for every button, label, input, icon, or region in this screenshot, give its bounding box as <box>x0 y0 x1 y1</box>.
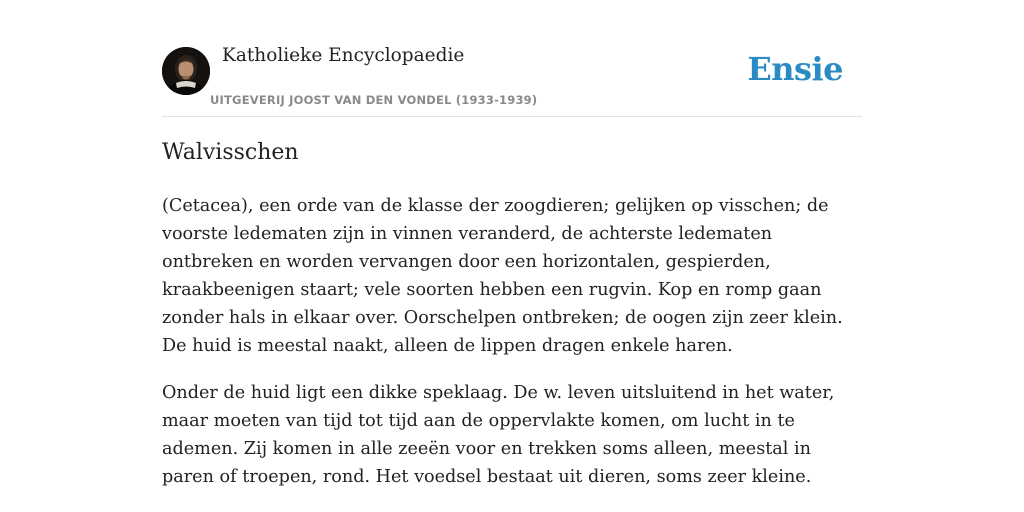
entry-body <box>162 192 862 510</box>
brand-logo-link[interactable]: Ensie <box>747 50 843 88</box>
page <box>162 0 862 487</box>
portrait-icon <box>162 47 210 95</box>
entry-paragraph: Onder de huid ligt een dikke speklaag. De w. leven uitsluitend in het water, maar moeten van tijd tot tijd aan de oppervlakte komen, om lucht in te ademen. Zij komen in alle zeeën voor en trekken soms alleen, meestal in paren of troepen, rond. Het voedsel bestaat uit dieren, soms zeer kleine. <box>162 383 835 487</box>
header <box>162 0 862 117</box>
publication-subtitle: UITGEVERIJ JOOST VAN DEN VONDEL (1933-1939) <box>210 93 538 107</box>
publication-title[interactable]: Katholieke Encyclopaedie <box>222 45 465 66</box>
entry-paragraph: (Cetacea), een orde van de klasse der zoogdieren; gelijken op visschen; de voorste ledematen zijn in vinnen veranderd, de achterste ledematen ontbreken en worden vervangen door een horizontalen, gespierden, kraakbeenigen staart; vele soorten hebben een rugvin. Kop en romp gaan zonder hals in elkaar over. Oorschelpen ontbreken; de oogen zijn zeer klein. De huid is meestal naakt, alleen de lippen dragen enkele haren. <box>162 196 843 356</box>
entry-title: Walvisschen <box>162 140 299 165</box>
portrait-avatar[interactable] <box>162 47 210 95</box>
